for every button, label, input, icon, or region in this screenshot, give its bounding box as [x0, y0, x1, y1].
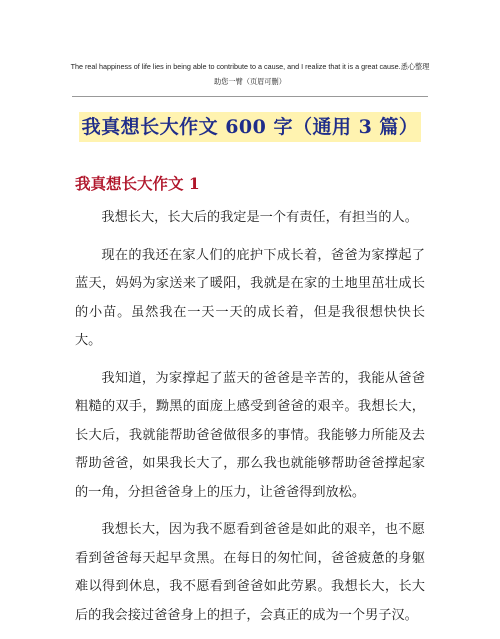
page-header	[60, 62, 440, 87]
article-body	[75, 204, 425, 639]
document-title: 我真想长大作文 600 字（通用 3 篇）	[79, 112, 422, 142]
header-divider	[72, 96, 428, 97]
document-title-block	[0, 112, 500, 142]
section-title: 我真想长大作文 1	[75, 174, 200, 193]
paragraph: 我知道，为家撑起了蓝天的爸爸是辛苦的，我能从爸爸粗糙的双手，黝黑的面庞上感受到爸爸的艰辛。我想长大，长大后，我就能帮助爸爸做很多的事情。我能够力所能及去帮助爸爸，如果我长大了，那么我也就能够帮助爸爸撑起家的一角，分担爸爸身上的压力，让爸爸得到放松。	[75, 370, 425, 500]
paragraph: 我想长大，长大后的我定是一个有责任，有担当的人。	[101, 210, 418, 225]
paragraph: 现在的我还在家人们的庇护下成长着，爸爸为家撑起了蓝天，妈妈为家送来了暖阳，我就是在家的土地里茁壮成长的小苗。虽然我在一天一天的成长着，但是我很想快快长大。	[75, 247, 425, 348]
header-line-2: 助您一臂（页眉可删）	[214, 77, 286, 86]
header-line-1: The real happiness of life lies in being able to contribute to a cause, and I realize that it is a great cause.悉心整理	[70, 62, 430, 71]
paragraph: 我想长大，因为我不愿看到爸爸是如此的艰辛，也不愿看到爸爸每天起早贪黑。在每日的匆忙间，爸爸疲惫的身躯难以得到休息，我不愿看到爸爸如此劳累。我想长大，长大后的我会接过爸爸身上的担子，会真正的成为一个男子汉。	[75, 522, 425, 623]
